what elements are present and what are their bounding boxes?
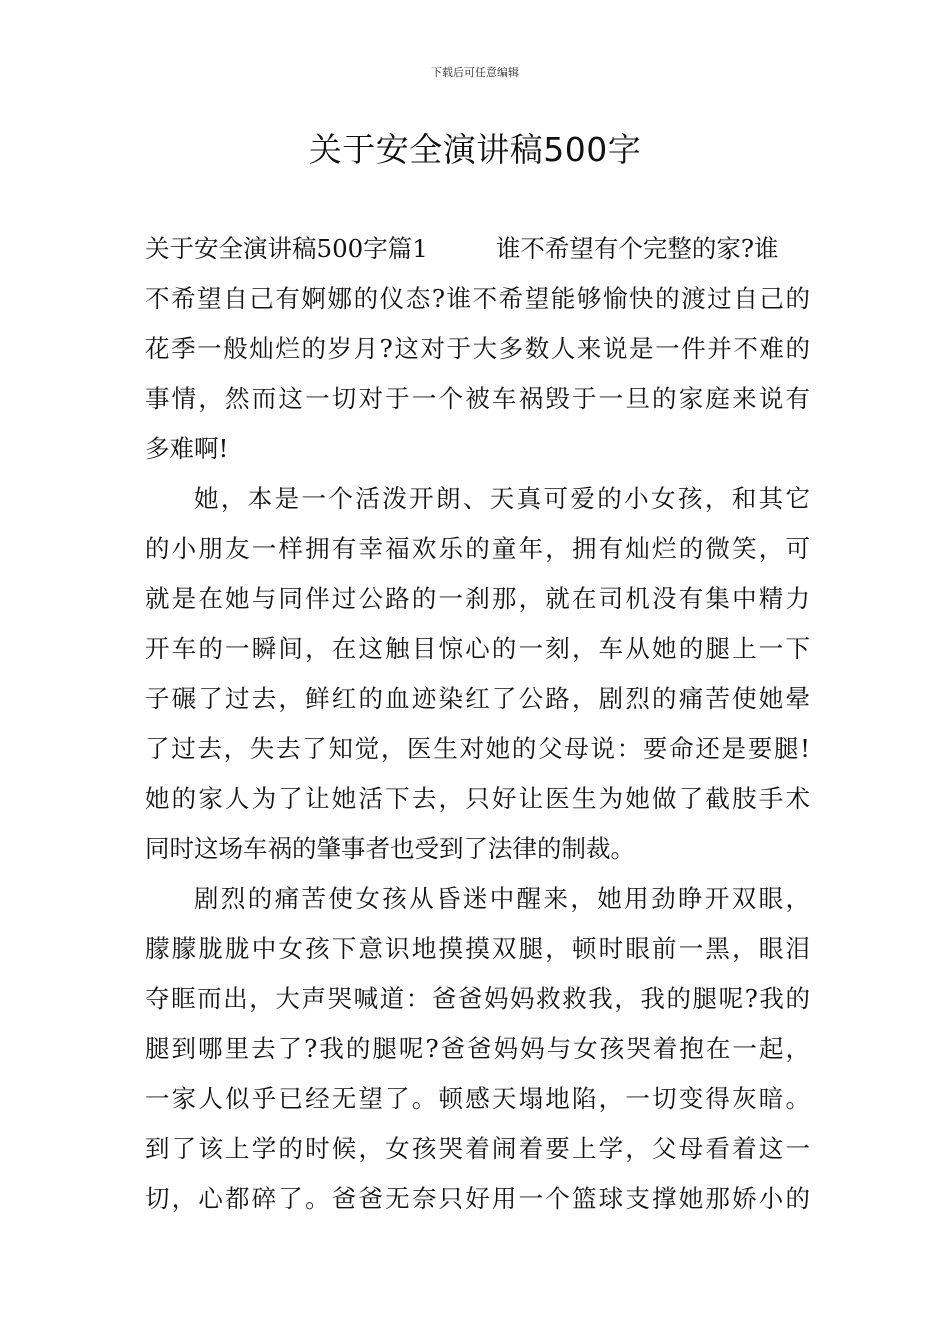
text-line: 她的家人为了让她活下去，只好让医生为她做了截肢手术 (145, 784, 810, 813)
text-line: 腿到哪里去了?我的腿呢?爸爸妈妈与女孩哭着抱在一起， (145, 1034, 810, 1063)
text-line: 剧烈的痛苦使女孩从昏迷中醒来，她用劲睁开双眼， (194, 884, 810, 913)
text-line: 一家人似乎已经无望了。顿感天塌地陷，一切变得灰暗。 (145, 1084, 810, 1113)
text-line: 到了该上学的时候，女孩哭着闹着要上学，父母看着这一 (145, 1134, 810, 1163)
document-body (145, 224, 810, 1224)
text-line: 子碾了过去，鲜红的血迹染红了公路，剧烈的痛苦使她晕 (145, 684, 810, 713)
text-line: 朦朦胧胧中女孩下意识地摸摸双腿，顿时眼前一黑，眼泪 (145, 934, 810, 963)
text-line: 就是在她与同伴过公路的一刹那，就在司机没有集中精力 (145, 584, 810, 613)
text-line: 开车的一瞬间，在这触目惊心的一刻，车从她的腿上一下 (145, 634, 810, 663)
text-line: 夺眶而出，大声哭喊道：爸爸妈妈救救我，我的腿呢?我的 (145, 984, 810, 1013)
text-line (145, 224, 810, 274)
text-line: 的小朋友一样拥有幸福欢乐的童年，拥有灿烂的微笑，可 (145, 534, 810, 563)
text-line: 了过去，失去了知觉，医生对她的父母说：要命还是要腿! (145, 734, 810, 763)
text-line: 事情，然而这一切对于一个被车祸毁于一旦的家庭来说有 (145, 384, 810, 413)
text-line: 切，心都碎了。爸爸无奈只好用一个篮球支撑她那娇小的 (145, 1184, 810, 1213)
text-line: 她，本是一个活泼开朗、天真可爱的小女孩，和其它 (194, 484, 810, 513)
text-line-content: 谁不希望有个完整的家?谁 (495, 234, 779, 263)
header-note: 下载后可任意编辑 (431, 66, 519, 79)
text-line: 不希望自己有婀娜的仪态?谁不希望能够愉快的渡过自己的 (145, 284, 810, 313)
text-line: 花季一般灿烂的岁月?这对于大多数人来说是一件并不难的 (145, 334, 810, 363)
text-line: 多难啊! (145, 434, 229, 463)
text-line: 同时这场车祸的肇事者也受到了法律的制裁。 (145, 834, 635, 863)
section-heading: 关于安全演讲稿500字篇1 (145, 234, 428, 263)
document-title: 关于安全演讲稿500字 (308, 130, 642, 169)
